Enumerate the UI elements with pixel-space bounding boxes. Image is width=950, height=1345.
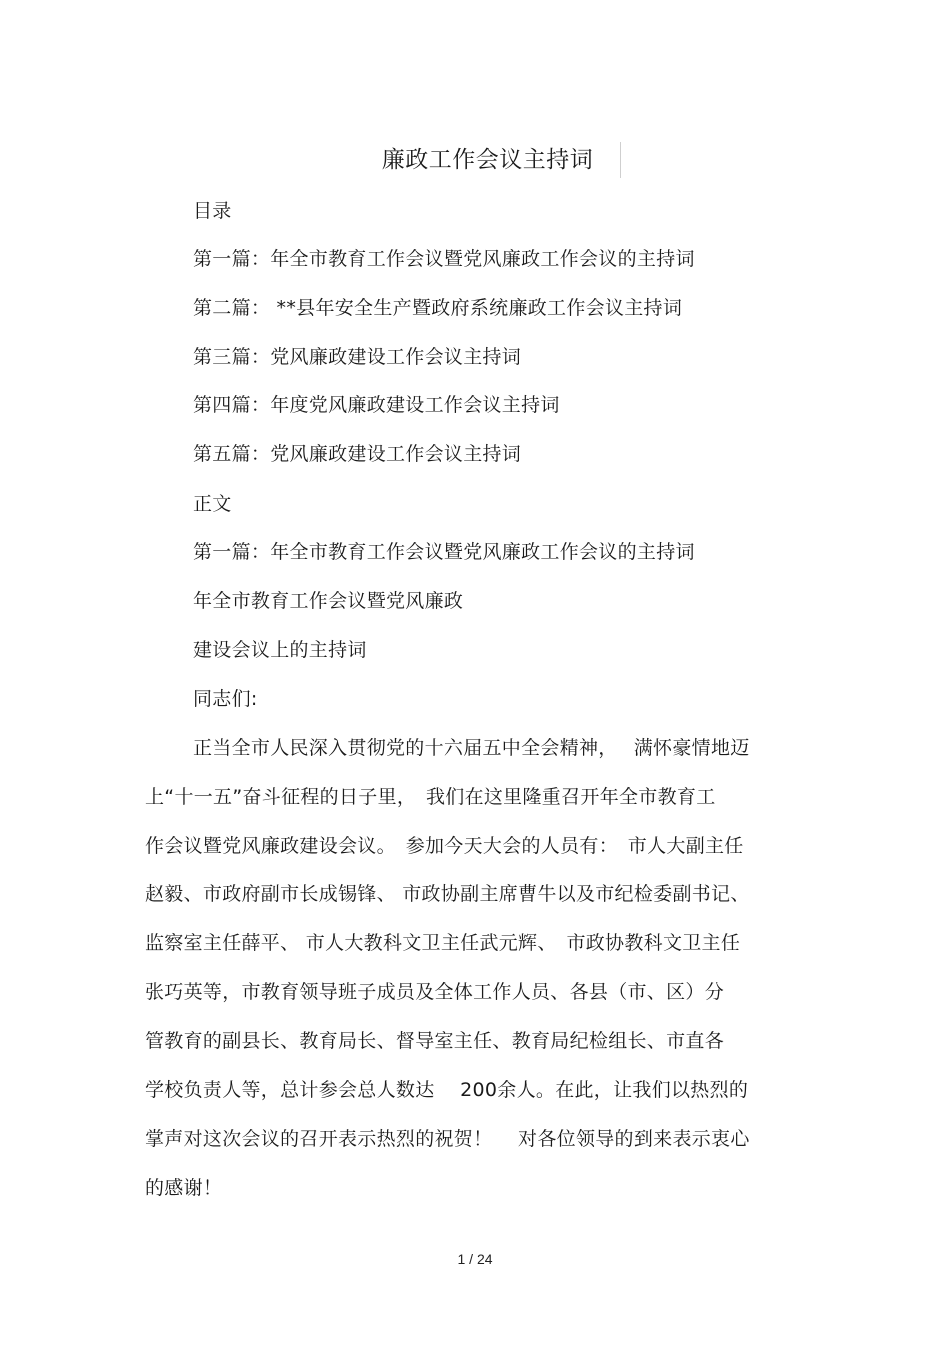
- salutation: 同志们:: [193, 688, 258, 710]
- text-cursor-mark: [620, 142, 621, 178]
- paragraph-line: 上“十一五”奋斗征程的日子里， 我们在这里隆重召开年全市教育工: [145, 786, 716, 808]
- paragraph-line: 张巧英等，市教育领导班子成员及全体工作人员、各县（市、区）分: [145, 981, 725, 1003]
- section-title: 第一篇：年全市教育工作会议暨党风廉政工作会议的主持词: [193, 541, 695, 563]
- paragraph-line: 监察室主任薛平、 市人大教科文卫主任武元辉、 市政协教科文卫主任: [145, 932, 741, 954]
- paragraph-line: 赵毅、市政府副市长成锡锋、 市政协副主席曹牛以及市纪检委副书记、: [145, 883, 750, 905]
- toc-item: 第二篇： **县年安全生产暨政府系统廉政工作会议主持词: [193, 297, 683, 319]
- paragraph-line: 学校负责人等，总计参会总人数达 200余人。在此，让我们以热烈的: [145, 1079, 749, 1101]
- paragraph-line: 正当全市人民深入贯彻党的十六届五中全会精神， 满怀豪情地迈: [193, 737, 750, 759]
- paragraph-line: 管教育的副县长、教育局长、督导室主任、教育局纪检组长、市直各: [145, 1030, 725, 1052]
- document-title: 廉政工作会议主持词: [381, 147, 594, 173]
- paragraph-line: 作会议暨党风廉政建设会议。 参加今天大会的人员有： 市人大副主任: [145, 835, 744, 857]
- subtitle-line: 建设会议上的主持词: [193, 639, 367, 661]
- toc-heading: 目录: [193, 200, 232, 222]
- body-heading: 正文: [193, 493, 232, 515]
- toc-item: 第四篇：年度党风廉政建设工作会议主持词: [193, 394, 560, 416]
- toc-item: 第三篇：党风廉政建设工作会议主持词: [193, 346, 522, 368]
- page-indicator: 1 / 24: [457, 1251, 493, 1267]
- paragraph-line: 掌声对这次会议的召开表示热烈的祝贺！ 对各位领导的到来表示衷心: [145, 1128, 750, 1150]
- toc-item: 第五篇：党风廉政建设工作会议主持词: [193, 443, 522, 465]
- subtitle-line: 年全市教育工作会议暨党风廉政: [193, 590, 464, 612]
- toc-item: 第一篇：年全市教育工作会议暨党风廉政工作会议的主持词: [193, 248, 695, 270]
- paragraph-line: 的感谢！: [145, 1177, 223, 1199]
